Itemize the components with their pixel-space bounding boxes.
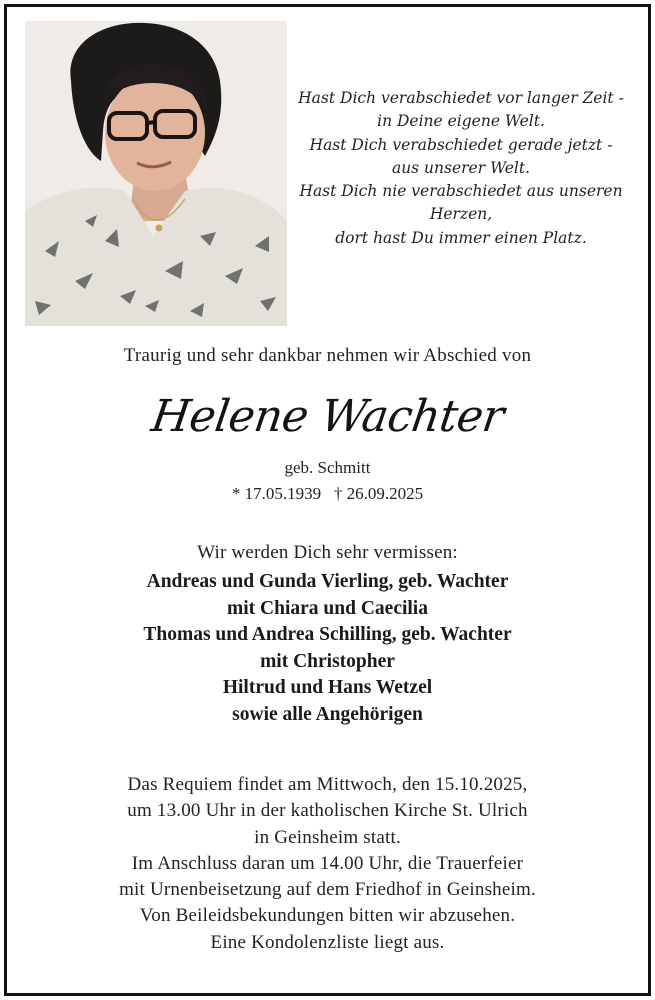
poem-line: Hast Dich verabschiedet gerade jetzt - [309,135,613,154]
mourner-line: Andreas und Gunda Vierling, geb. Wachter [146,571,509,592]
mourner-line: mit Chiara und Caecilia [227,597,428,619]
service-details [7,772,648,956]
intro-text: Traurig und sehr dankbar nehmen wir Abschied von [123,345,532,366]
birth-name: geb. Schmitt [284,458,371,477]
mourner-line: sowie alle Angehörigen [232,703,423,725]
service-line: Von Beileidsbekundungen bitten wir abzusehen. [139,905,516,927]
poem-line: Hast Dich nie verabschiedet aus unseren [299,182,623,201]
death-date: † 26.09.2025 [333,484,424,503]
poem-line: aus unserer Welt. [391,158,531,177]
poem-line: Herzen, [429,205,493,224]
service-line: in Geinsheim statt. [254,826,401,848]
mourner-line: mit Christopher [260,650,395,672]
mourner-line: Thomas und Andrea Schilling, geb. Wachter [143,624,512,645]
portrait-illustration [25,21,287,326]
service-line: um 13.00 Uhr in der katholischen Kirche St. Ulrich [127,800,528,822]
obituary-notice [4,4,651,996]
mourner-line: Hiltrud und Hans Wetzel [222,677,433,698]
service-line: mit Urnenbeisetzung auf dem Friedhof in Geinsheim. [119,879,536,901]
portrait-photo [25,21,287,326]
service-line: Im Anschluss daran um 14.00 Uhr, die Trauerfeier [131,852,524,874]
mourners-heading: Wir werden Dich sehr vermissen: [197,542,458,563]
mourners-list [7,569,648,728]
birth-date: * 17.05.1939 [231,484,322,503]
service-line: Eine Kondolenzliste liegt aus. [210,931,445,953]
poem-line: dort hast Du immer einen Platz. [335,228,587,247]
poem [291,87,631,250]
life-dates [7,484,648,504]
deceased-name: Helene Wachter [148,391,507,442]
poem-line: Hast Dich verabschiedet vor langer Zeit - [298,89,624,107]
service-line: Das Requiem findet am Mittwoch, den 15.10.2025, [127,774,528,795]
poem-line: in Deine eigene Welt. [377,112,545,131]
